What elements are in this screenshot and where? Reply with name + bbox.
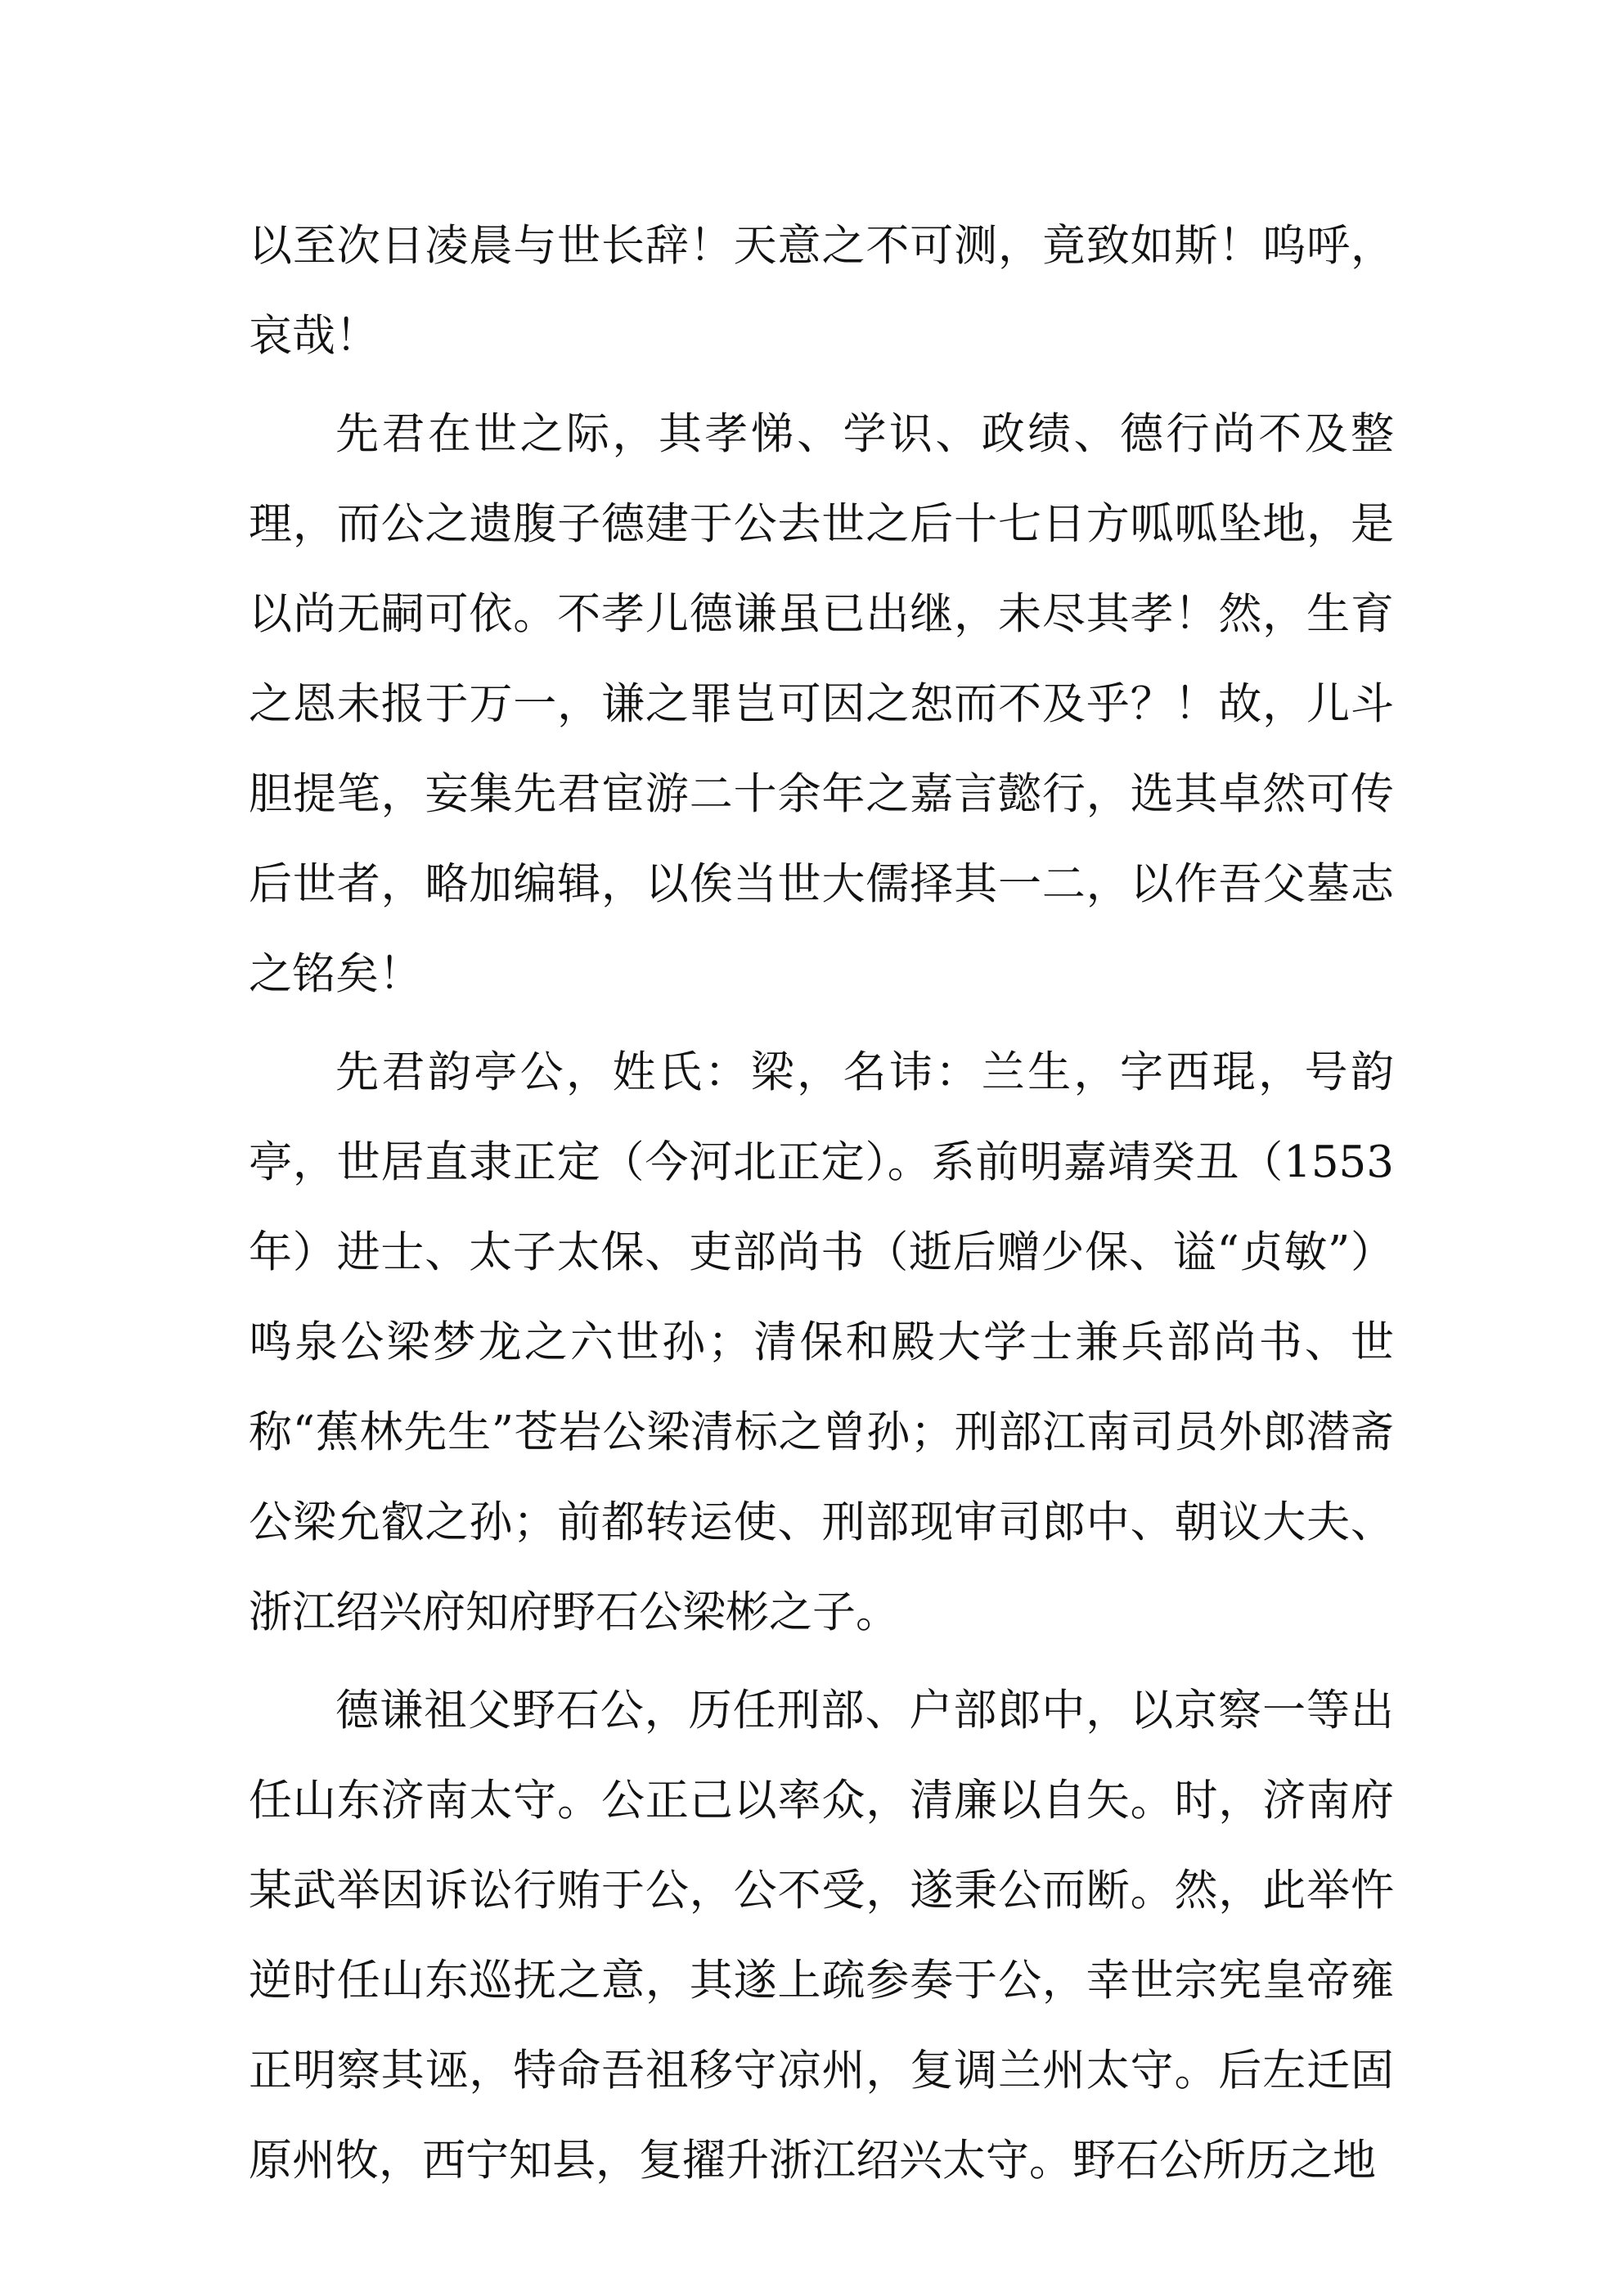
paragraph-3: 先君韵亭公，姓氏：梁，名讳：兰生，字西琨，号韵亭，世居直隶正定（今河北正定）。系前明嘉靖癸丑（1553年）进士、太子太保、吏部尚书（逝后赠少保、谥“贞敏”）鸣泉公梁梦龙之六世孙；清保和殿大学士兼兵部尚书、世称“蕉林先生”苍岩公梁清标之曾孙；刑部江南司员外郎潜斋公梁允叡之孙；前都转运使、刑部现审司郎中、朝议大夫、浙江绍兴府知府野石公梁彬之子。 [249,1047,1394,1637]
paragraph-1: 以至次日凌晨与世长辞！天意之不可测，竟致如斯！呜呼，哀哉！ [249,221,1394,361]
document-page [249,201,1394,2214]
paragraph-4: 德谦祖父野石公，历任刑部、户部郎中，以京察一等出任山东济南太守。公正己以率众，清廉以自矢。时，济南府某武举因诉讼行贿于公，公不受，遂秉公而断。然，此举忤逆时任山东巡抚之意，其遂上疏参奏于公，幸世宗宪皇帝雍正明察其诬，特命吾祖移守凉州，复调兰州太守。后左迁固原州牧，西宁知县，复擢升浙江绍兴太守。野石公所历之地 [249,1686,1394,2186]
paragraph-2: 先君在世之际，其孝悌、学识、政绩、德行尚不及整理，而公之遗腹子德建于公去世之后十七日方呱呱坠地，是以尚无嗣可依。不孝儿德谦虽已出继，未尽其孝！然，生育之恩未报于万一，谦之罪岂可因之恕而不及乎？！故，儿斗胆提笔，妄集先君宦游二十余年之嘉言懿行，选其卓然可传后世者，略加编辑，以俟当世大儒择其一二，以作吾父墓志之铭矣！ [249,409,1394,999]
